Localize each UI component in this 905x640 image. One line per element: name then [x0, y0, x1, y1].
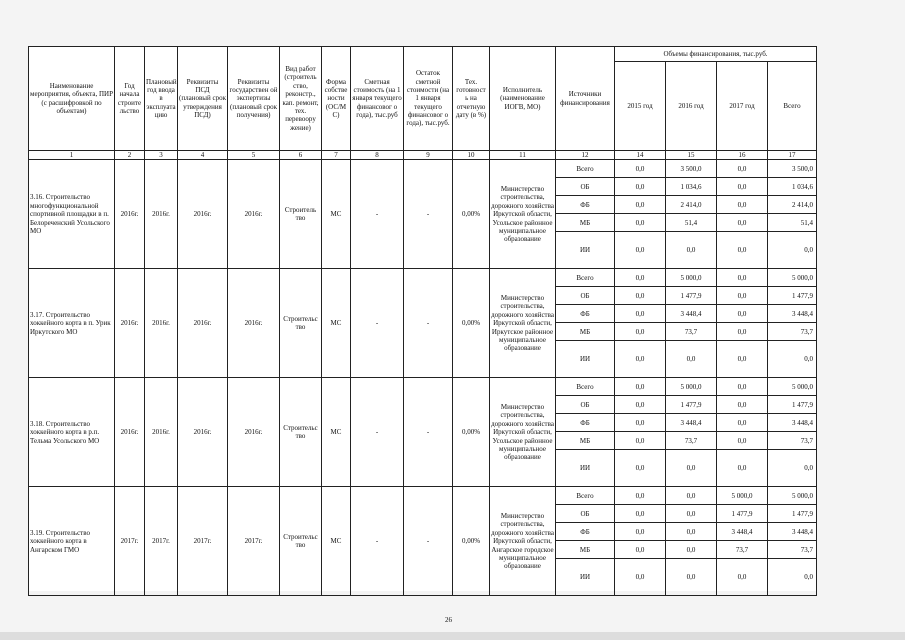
- value-total: 3 448,4: [768, 305, 817, 323]
- value-2016: 0,0: [666, 559, 717, 596]
- value-2015: 0,0: [615, 505, 666, 523]
- value-total: 2 414,0: [768, 196, 817, 214]
- value-2015: 0,0: [615, 232, 666, 269]
- header-financing: Объемы финансирования, тыс.руб.: [615, 47, 817, 62]
- work-type: Строительс тво: [280, 378, 322, 487]
- value-2015: 0,0: [615, 523, 666, 541]
- value-total: 5 000,0: [768, 487, 817, 505]
- expertise-date: 2016г.: [228, 160, 280, 269]
- header-psd: Реквизиты ПСД (плановый срок утверждения ПСД): [178, 47, 228, 151]
- value-2015: 0,0: [615, 341, 666, 378]
- value-2015: 0,0: [615, 414, 666, 432]
- year-start: 2016г.: [115, 160, 145, 269]
- header-name: Наименование мероприятия, объекта, ПИР (с расшифровкой по объектам): [29, 47, 115, 151]
- header-year-plan: Плановый год ввода в эксплуата цию: [145, 47, 178, 151]
- value-2016: 0,0: [666, 523, 717, 541]
- value-2017: 1 477,9: [717, 505, 768, 523]
- header-work-type: Вид работ (строитель ство, реконстр., кап. ремонт, тех. перевоору жение): [280, 47, 322, 151]
- value-total: 1 477,9: [768, 287, 817, 305]
- value-2016: 73,7: [666, 323, 717, 341]
- col-number: 2: [115, 151, 145, 160]
- value-2015: 0,0: [615, 214, 666, 232]
- executor: Министерство строительства, дорожного хозяйства Иркутской области, Усольское районное муниципальное образование: [490, 160, 556, 269]
- source-ob: ОБ: [556, 287, 615, 305]
- year-start: 2017г.: [115, 487, 145, 596]
- value-total: 1 477,9: [768, 396, 817, 414]
- year-plan: 2016г.: [145, 378, 178, 487]
- value-2017: 0,0: [717, 378, 768, 396]
- expertise-date: 2016г.: [228, 269, 280, 378]
- value-2015: 0,0: [615, 305, 666, 323]
- column-numbers-row: [29, 151, 817, 160]
- header-2015: 2015 год: [615, 62, 666, 151]
- source-total: Всего: [556, 487, 615, 505]
- financing-table: [28, 46, 817, 596]
- source-ii: ИИ: [556, 559, 615, 596]
- value-2016: 5 000,0: [666, 269, 717, 287]
- header-estimate: Сметная стоимость (на 1 января текущего финансовог о года), тыс.руб: [351, 47, 404, 151]
- source-ii: ИИ: [556, 341, 615, 378]
- source-ob: ОБ: [556, 396, 615, 414]
- value-2015: 0,0: [615, 378, 666, 396]
- project-3-18: [29, 378, 817, 487]
- source-total: Всего: [556, 378, 615, 396]
- value-2016: 1 034,6: [666, 178, 717, 196]
- value-2017: 0,0: [717, 160, 768, 178]
- value-2016: 2 414,0: [666, 196, 717, 214]
- document-page: [28, 46, 816, 591]
- value-total: 73,7: [768, 432, 817, 450]
- psd-date: 2016г.: [178, 160, 228, 269]
- source-mb: МБ: [556, 214, 615, 232]
- year-plan: 2016г.: [145, 269, 178, 378]
- value-2015: 0,0: [615, 432, 666, 450]
- col-number: 12: [556, 151, 615, 160]
- source-fb: ФБ: [556, 305, 615, 323]
- year-start: 2016г.: [115, 378, 145, 487]
- source-total: Всего: [556, 160, 615, 178]
- source-total: Всего: [556, 269, 615, 287]
- value-2017: 0,0: [717, 305, 768, 323]
- col-number: 14: [615, 151, 666, 160]
- value-2015: 0,0: [615, 559, 666, 596]
- value-2017: 0,0: [717, 450, 768, 487]
- value-total: 0,0: [768, 559, 817, 596]
- header-sources: Источники финансирования: [556, 47, 615, 151]
- project-name: 3.19. Строительство хоккейного корта в Ангарском ГМО: [29, 487, 115, 596]
- value-2016: 0,0: [666, 487, 717, 505]
- col-number: 5: [228, 151, 280, 160]
- value-total: 51,4: [768, 214, 817, 232]
- col-number: 10: [453, 151, 490, 160]
- col-number: 16: [717, 151, 768, 160]
- value-2016: 3 500,0: [666, 160, 717, 178]
- value-2016: 3 448,4: [666, 414, 717, 432]
- value-total: 0,0: [768, 232, 817, 269]
- estimate: -: [351, 269, 404, 378]
- header-expertise: Реквизиты государствен ой экспертизы (плановый срок получения): [228, 47, 280, 151]
- value-2016: 5 000,0: [666, 378, 717, 396]
- value-2017: 0,0: [717, 323, 768, 341]
- year-start: 2016г.: [115, 269, 145, 378]
- estimate: -: [351, 487, 404, 596]
- ownership: МС: [322, 269, 351, 378]
- value-2015: 0,0: [615, 487, 666, 505]
- value-2016: 0,0: [666, 541, 717, 559]
- ownership: МС: [322, 160, 351, 269]
- value-2017: 0,0: [717, 214, 768, 232]
- value-2015: 0,0: [615, 541, 666, 559]
- source-fb: ФБ: [556, 414, 615, 432]
- value-2016: 1 477,9: [666, 287, 717, 305]
- ownership: МС: [322, 378, 351, 487]
- value-total: 73,7: [768, 541, 817, 559]
- col-number: 17: [768, 151, 817, 160]
- header-2016: 2016 год: [666, 62, 717, 151]
- col-number: 7: [322, 151, 351, 160]
- value-2015: 0,0: [615, 196, 666, 214]
- value-2017: 0,0: [717, 432, 768, 450]
- value-total: 3 500,0: [768, 160, 817, 178]
- value-2015: 0,0: [615, 287, 666, 305]
- value-total: 3 448,4: [768, 414, 817, 432]
- estimate: -: [351, 160, 404, 269]
- header-2017: 2017 год: [717, 62, 768, 151]
- project-3-16: [29, 160, 817, 269]
- value-2015: 0,0: [615, 396, 666, 414]
- readiness: 0,00%: [453, 269, 490, 378]
- value-total: 0,0: [768, 450, 817, 487]
- remaining: -: [404, 160, 453, 269]
- year-plan: 2017г.: [145, 487, 178, 596]
- project-3-19: [29, 487, 817, 596]
- value-2017: 73,7: [717, 541, 768, 559]
- value-2015: 0,0: [615, 323, 666, 341]
- value-total: 73,7: [768, 323, 817, 341]
- header-ownership: Форма собстве ности (ОС/М С): [322, 47, 351, 151]
- value-total: 5 000,0: [768, 269, 817, 287]
- col-number: 3: [145, 151, 178, 160]
- source-ob: ОБ: [556, 178, 615, 196]
- value-2015: 0,0: [615, 269, 666, 287]
- source-fb: ФБ: [556, 196, 615, 214]
- remaining: -: [404, 269, 453, 378]
- source-mb: МБ: [556, 323, 615, 341]
- project-name: 3.16. Строительство многофункциональной спортивной площадки в п. Белореченский Усольского МО: [29, 160, 115, 269]
- ownership: МС: [322, 487, 351, 596]
- value-2016: 0,0: [666, 450, 717, 487]
- col-number: 4: [178, 151, 228, 160]
- psd-date: 2016г.: [178, 269, 228, 378]
- header-executor: Исполнитель (наименование ИОГВ, МО): [490, 47, 556, 151]
- col-number: 11: [490, 151, 556, 160]
- executor: Министерство строительства, дорожного хозяйства Иркутской области, Усольское районное муниципальное образование: [490, 378, 556, 487]
- value-2017: 0,0: [717, 178, 768, 196]
- project-name: 3.18. Строительство хоккейного корта в р.п. Тельма Усольского МО: [29, 378, 115, 487]
- value-2016: 0,0: [666, 341, 717, 378]
- work-type: Строительс тво: [280, 269, 322, 378]
- remaining: -: [404, 378, 453, 487]
- value-total: 3 448,4: [768, 523, 817, 541]
- col-number: 1: [29, 151, 115, 160]
- executor: Министерство строительства, дорожного хозяйства Иркутской области, Ангарское городское муниципальное образование: [490, 487, 556, 596]
- value-2017: 0,0: [717, 341, 768, 378]
- value-2016: 1 477,9: [666, 396, 717, 414]
- page-number: 26: [445, 616, 452, 624]
- expertise-date: 2017г.: [228, 487, 280, 596]
- readiness: 0,00%: [453, 378, 490, 487]
- remaining: -: [404, 487, 453, 596]
- psd-date: 2017г.: [178, 487, 228, 596]
- header-year-start: Год начала строите льство: [115, 47, 145, 151]
- project-3-17: [29, 269, 817, 378]
- value-total: 1 477,9: [768, 505, 817, 523]
- source-ob: ОБ: [556, 505, 615, 523]
- readiness: 0,00%: [453, 160, 490, 269]
- value-2015: 0,0: [615, 450, 666, 487]
- value-2017: 0,0: [717, 269, 768, 287]
- expertise-date: 2016г.: [228, 378, 280, 487]
- value-2016: 0,0: [666, 232, 717, 269]
- value-2016: 51,4: [666, 214, 717, 232]
- value-total: 1 034,6: [768, 178, 817, 196]
- project-name: 3.17. Строительство хоккейного корта в п. Урик Иркутского МО: [29, 269, 115, 378]
- value-2016: 0,0: [666, 505, 717, 523]
- work-type: Строитель тво: [280, 160, 322, 269]
- source-mb: МБ: [556, 541, 615, 559]
- col-number: 8: [351, 151, 404, 160]
- executor: Министерство строительства, дорожного хозяйства Иркутской области, Иркутское районное муниципальное образование: [490, 269, 556, 378]
- value-total: 5 000,0: [768, 378, 817, 396]
- header-readiness: Тех. готовност ь на отчетную дату (в %): [453, 47, 490, 151]
- source-fb: ФБ: [556, 523, 615, 541]
- value-2017: 0,0: [717, 196, 768, 214]
- source-mb: МБ: [556, 432, 615, 450]
- header-remaining: Остаток сметной стоимости (на 1 января текущего финансовог о года), тыс.руб.: [404, 47, 453, 151]
- col-number: 15: [666, 151, 717, 160]
- value-2015: 0,0: [615, 178, 666, 196]
- col-number: 6: [280, 151, 322, 160]
- psd-date: 2016г.: [178, 378, 228, 487]
- source-ii: ИИ: [556, 232, 615, 269]
- value-2017: 0,0: [717, 287, 768, 305]
- year-plan: 2016г.: [145, 160, 178, 269]
- value-2017: 3 448,4: [717, 523, 768, 541]
- value-total: 0,0: [768, 341, 817, 378]
- value-2017: 0,0: [717, 396, 768, 414]
- value-2017: 0,0: [717, 559, 768, 596]
- value-2016: 73,7: [666, 432, 717, 450]
- value-2017: 5 000,0: [717, 487, 768, 505]
- readiness: 0,00%: [453, 487, 490, 596]
- col-number: 9: [404, 151, 453, 160]
- value-2017: 0,0: [717, 232, 768, 269]
- source-ii: ИИ: [556, 450, 615, 487]
- value-2017: 0,0: [717, 414, 768, 432]
- header-total: Всего: [768, 62, 817, 151]
- value-2016: 3 448,4: [666, 305, 717, 323]
- scan-bottom-edge: [0, 632, 905, 640]
- estimate: -: [351, 378, 404, 487]
- work-type: Строительс тво: [280, 487, 322, 596]
- value-2015: 0,0: [615, 160, 666, 178]
